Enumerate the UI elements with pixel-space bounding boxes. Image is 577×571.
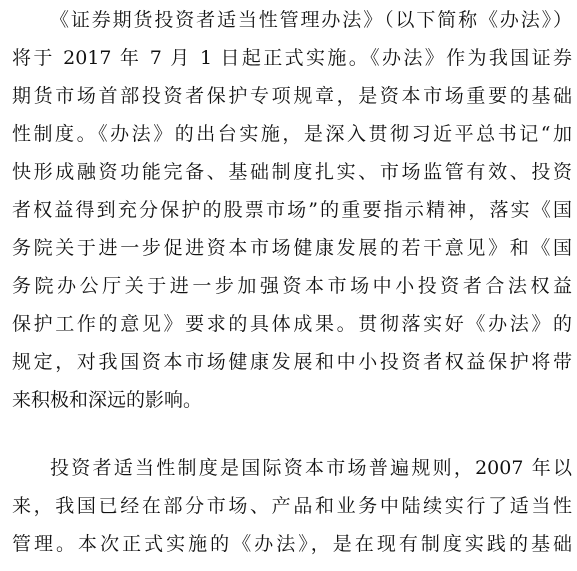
- paragraph-1-line-3: 期货市场首部投资者保护专项规章，是资本市场重要的基础: [12, 85, 572, 107]
- paragraph-1-line-4: 性制度。《办法》的出台实施，是深入贯彻习近平总书记“加: [12, 123, 572, 145]
- paragraph-1-line-8: 务院办公厅关于进一步加强资本市场中小投资者合法权益: [12, 275, 572, 297]
- paragraph-1-line-5: 快形成融资功能完备、基础制度扎实、市场监管有效、投资: [12, 161, 572, 183]
- paragraph-1-line-6: 者权益得到充分保护的股票市场”的重要指示精神，落实《国: [12, 199, 572, 221]
- paragraph-2-line-2: 来，我国已经在部分市场、产品和业务中陆续实行了适当性: [12, 495, 572, 517]
- paragraph-1-line-1: 《证券期货投资者适当性管理办法》（以下简称《办法》）: [50, 9, 572, 31]
- paragraph-1-line-9: 保护工作的意见》要求的具体成果。贯彻落实好《办法》的: [12, 313, 572, 335]
- paragraph-1-line-2: 将于 2017 年 7 月 1 日起正式实施。《办法》作为我国证券: [12, 47, 572, 69]
- paragraph-1-line-7: 务院关于进一步促进资本市场健康发展的若干意见》和《国: [12, 237, 572, 259]
- paragraph-2-line-1: 投资者适当性制度是国际资本市场普遍规则，2007 年以: [50, 457, 572, 479]
- paragraph-1-line-10: 规定，对我国资本市场健康发展和中小投资者权益保护将带: [12, 351, 572, 373]
- paragraph-1-line-11: 来积极和深远的影响。: [12, 389, 203, 411]
- paragraph-2-line-3: 管理。本次正式实施的《办法》，是在现有制度实践的基础: [12, 533, 572, 555]
